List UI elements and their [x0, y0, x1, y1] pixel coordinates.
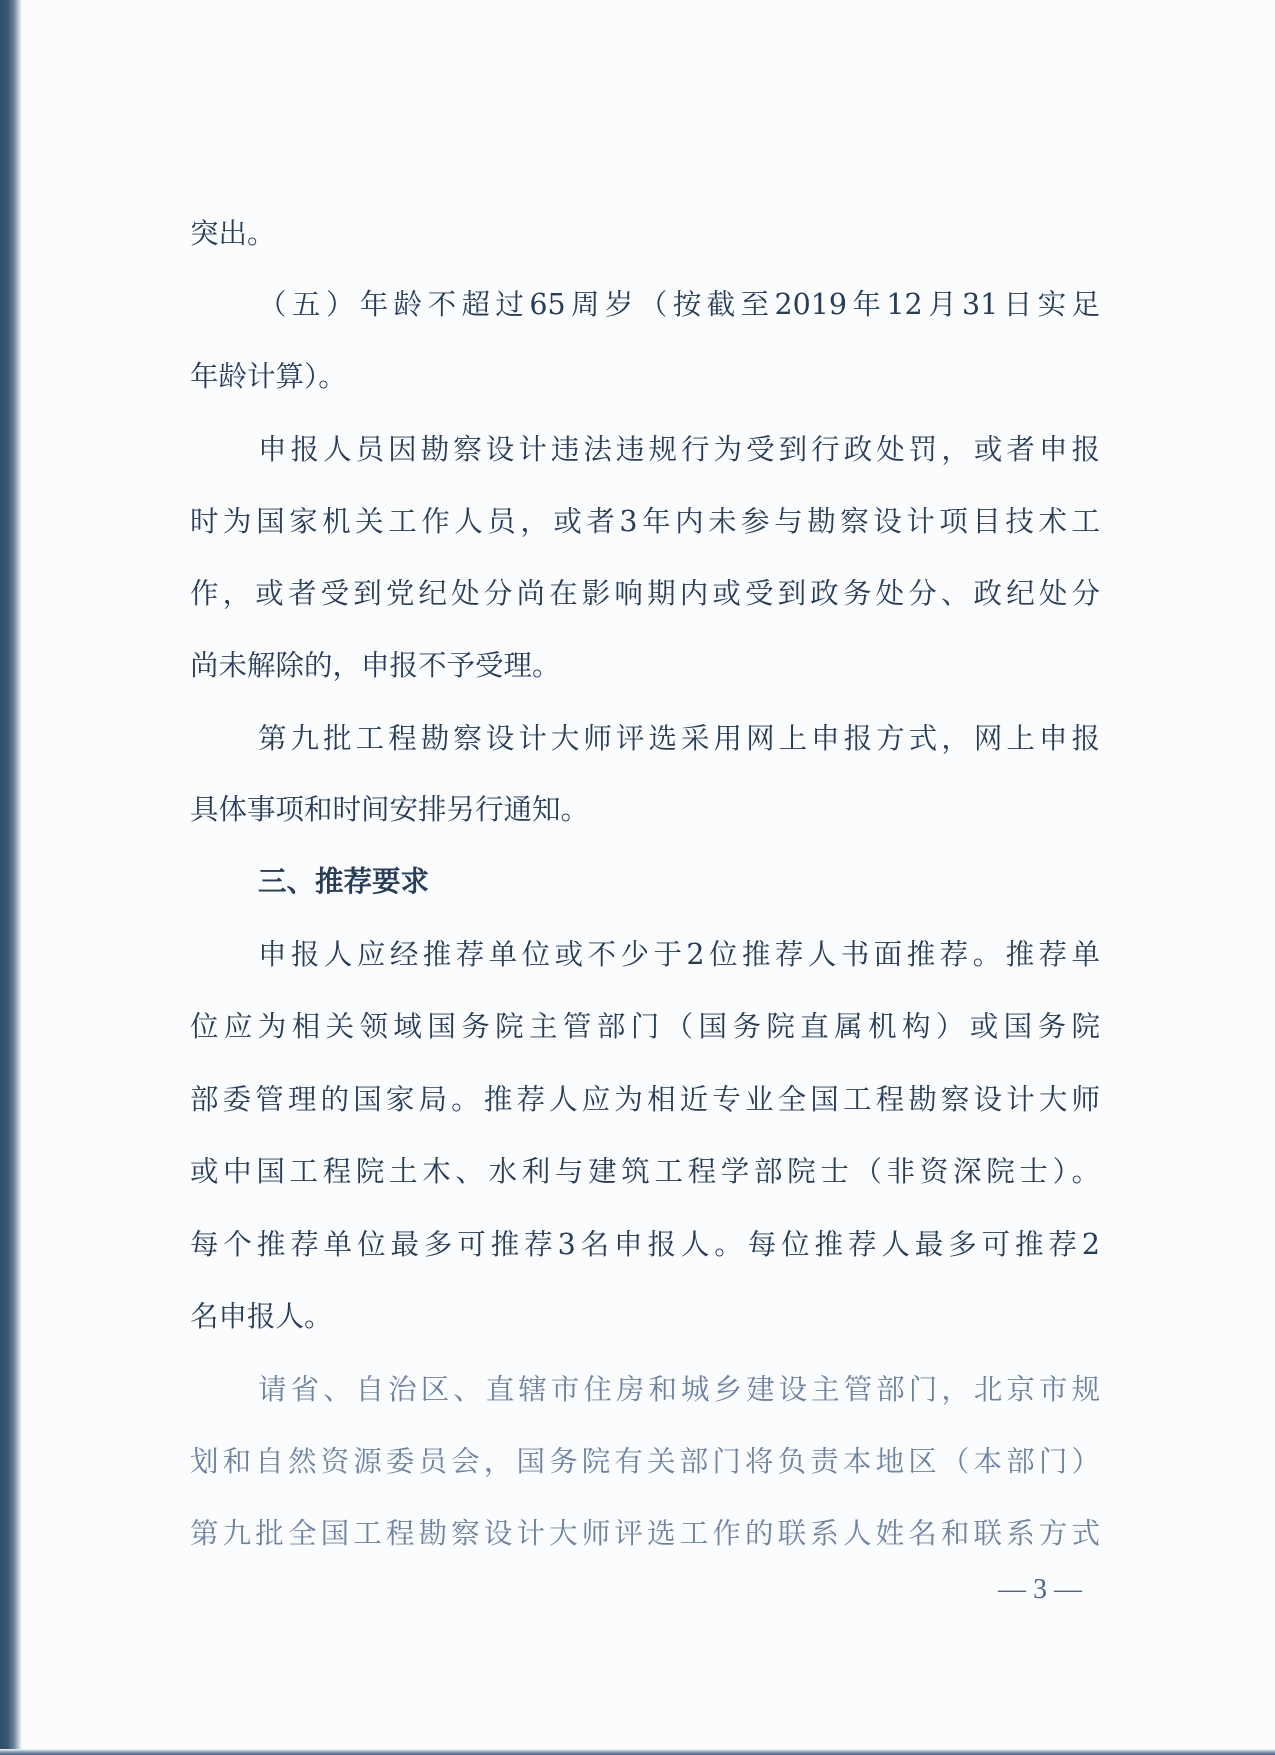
text-line-4: 申报人员因勘察设计违法违规行为受到行政处罚，或者申报: [258, 433, 1100, 466]
document-page: [190, 0, 1100, 1755]
text-line-16: 名申报人。: [190, 1300, 333, 1333]
text-line-2: （五）年龄不超过65周岁（按截至2019年12月31日实足: [258, 288, 1100, 321]
text-line-9: 具体事项和时间安排另行通知。: [190, 793, 590, 826]
text-line-13: 部委管理的国家局。推荐人应为相近专业全国工程勘察设计大师: [190, 1083, 1100, 1116]
scan-edge-left: [0, 0, 22, 1755]
text-line-18: 划和自然资源委员会，国务院有关部门将负责本地区（本部门）: [190, 1445, 1100, 1478]
text-line-8: 第九批工程勘察设计大师评选采用网上申报方式，网上申报: [258, 722, 1100, 755]
text-line-5: 时为国家机关工作人员，或者3年内未参与勘察设计项目技术工: [190, 505, 1100, 538]
text-line-7: 尚未解除的，申报不予受理。: [190, 649, 561, 682]
text-line-19: 第九批全国工程勘察设计大师评选工作的联系人姓名和联系方式: [190, 1517, 1100, 1550]
text-line-15: 每个推荐单位最多可推荐3名申报人。每位推荐人最多可推荐2: [190, 1228, 1100, 1261]
text-line-12: 位应为相关领域国务院主管部门（国务院直属机构）或国务院: [190, 1010, 1100, 1043]
section-heading: 三、推荐要求: [258, 865, 430, 898]
text-line-14: 或中国工程院土木、水利与建筑工程学部院士（非资深院士）。: [190, 1155, 1100, 1188]
page-number: — 3 —: [998, 1574, 1082, 1605]
text-line-17: 请省、自治区、直辖市住房和城乡建设主管部门，北京市规: [258, 1373, 1100, 1406]
text-line-11: 申报人应经推荐单位或不少于2位推荐人书面推荐。推荐单: [258, 938, 1100, 971]
text-line-1: 突出。: [190, 217, 276, 250]
text-line-3: 年龄计算）。: [190, 360, 347, 393]
text-line-6: 作，或者受到党纪处分尚在影响期内或受到政务处分、政纪处分: [190, 577, 1100, 610]
